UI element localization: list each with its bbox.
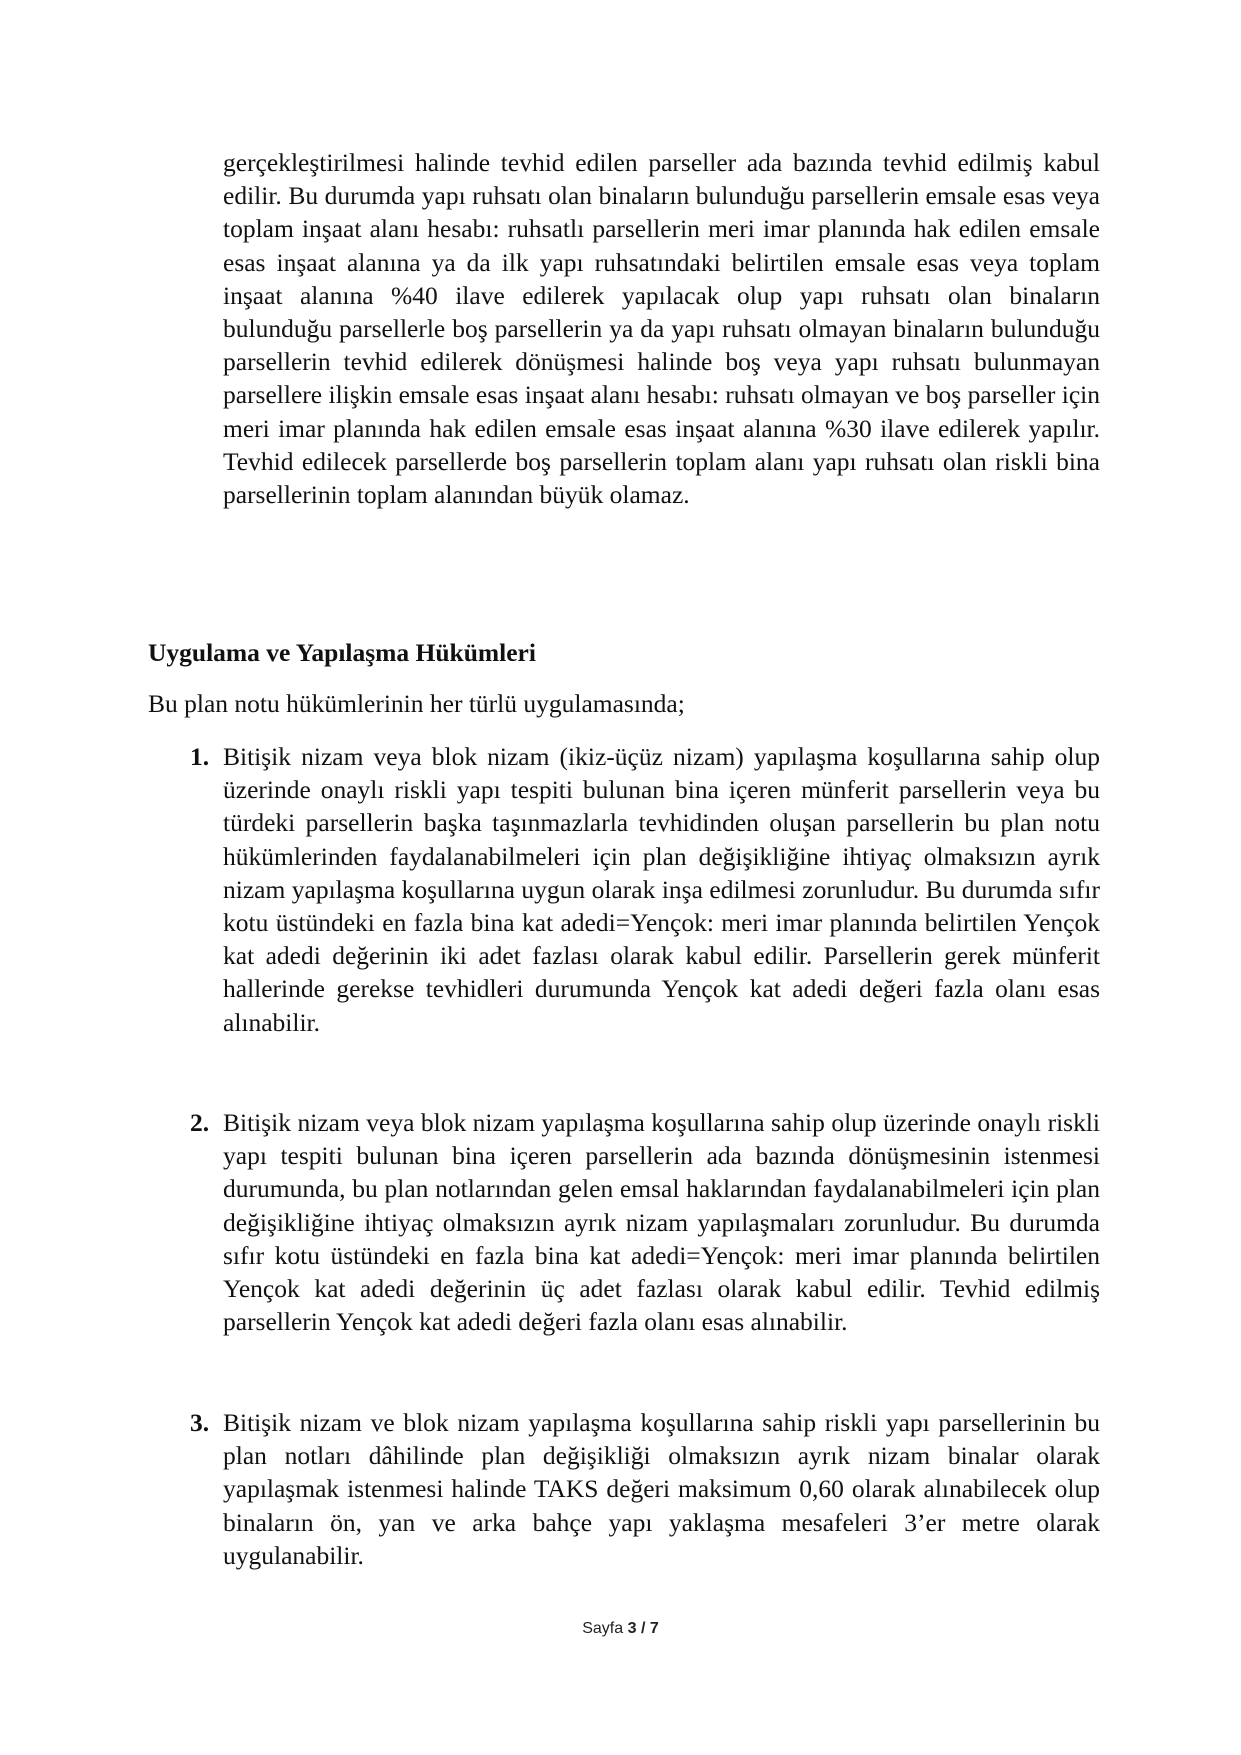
list-item-number: 2. xyxy=(190,1108,210,1137)
intro-paragraph: gerçekleştirilmesi halinde tevhid edilen parseller ada bazında tevhid edilmiş kabul edilir. Bu durumda yapı ruhsatı olan binaların bulunduğu parsellerin emsale esas veya toplam inşaat alanı hesabı: ruhsatlı parsellerin meri imar planında hak edilen emsale esas inşaat alanına ya da ilk yapı ruhsatındaki belirtilen emsale esas veya toplam inşaat alanına %40 ilave edilerek yapılacak olup yapı ruhsatı olan binaların bulunduğu parsellerle boş parsellerin ya da yapı ruhsatı olmayan binaların bulunduğu parsellerin tevhid edilerek dönüşmesi halinde boş veya yapı ruhsatı bulunmayan parsellere ilişkin emsale esas inşaat alanı hesabı: ruhsatı olmayan ve boş parseller için meri imar planında hak edilen emsale esas inşaat alanına %30 ilave edilerek yapılır. Tevhid edilecek parsellerde boş parsellerin toplam alanı yapı ruhsatı olan riskli bina parsellerinin toplam alanından büyük olamaz. xyxy=(223,148,1100,510)
list-item-number: 3. xyxy=(190,1408,210,1437)
list-item-text: Bitişik nizam veya blok nizam yapılaşma koşullarına sahip olup üzerinde onaylı riskli yapı tespiti bulunan bina içeren parsellerin ada bazında dönüşmesinin istenmesi durumunda, bu plan notlarından gelen emsal haklarından faydalanabilmeleri için plan değişikliğine ihtiyaç olmaksızın ayrık nizam yapılaşmaları zorunludur. Bu durumda sıfır kotu üstündeki en fazla bina kat adedi=Yençok: meri imar planında belirtilen Yençok kat adedi değerinin üç adet fazlası olarak kabul edilir. Tevhid edilmiş parsellerin Yençok kat adedi değeri fazla olanı esas alınabilir. xyxy=(223,1108,1100,1337)
list-item-text: Bitişik nizam veya blok nizam (ikiz-üçüz nizam) yapılaşma koşullarına sahip olup üzerinde onaylı riskli yapı tespiti bulunan bina içeren münferit parsellerin veya bu türdeki parsellerin başka taşınmazlarla tevhidinden oluşan parsellerin bu plan notu hükümlerinden faydalanabilmeleri için plan değişikliğine ihtiyaç olmaksızın ayrık nizam yapılaşma koşullarına uygun olarak inşa edilmesi zorunludur. Bu durumda sıfır kotu üstündeki en fazla bina kat adedi=Yençok: meri imar planında belirtilen Yençok kat adedi değerinin iki adet fazlası olarak kabul edilir. Parsellerin gerek münferit hallerinde gerekse tevhidleri durumunda Yençok kat adedi değeri fazla olanı esas alınabilir. xyxy=(223,742,1100,1037)
page-footer xyxy=(0,1620,1241,1638)
current-page-number: 3 xyxy=(627,1620,637,1637)
page-separator: / xyxy=(640,1620,646,1637)
total-pages-number: 7 xyxy=(649,1620,659,1637)
list-item-number: 1. xyxy=(190,742,210,771)
list-item-text: Bitişik nizam ve blok nizam yapılaşma koşullarına sahip riskli yapı parsellerinin bu plan notları dâhilinde plan değişikliği olmaksızın ayrık nizam binalar olarak yapılaşmak istenmesi halinde TAKS değeri maksimum 0,60 olarak alınabilecek olup binaların ön, yan ve arka bahçe yapı yaklaşma mesafeleri 3’er metre olarak uygulanabilir. xyxy=(223,1408,1100,1570)
lead-line: Bu plan notu hükümlerinin her türlü uygulamasında; xyxy=(148,689,685,718)
section-heading: Uygulama ve Yapılaşma Hükümleri xyxy=(148,638,536,667)
page-label: Sayfa xyxy=(582,1620,624,1637)
